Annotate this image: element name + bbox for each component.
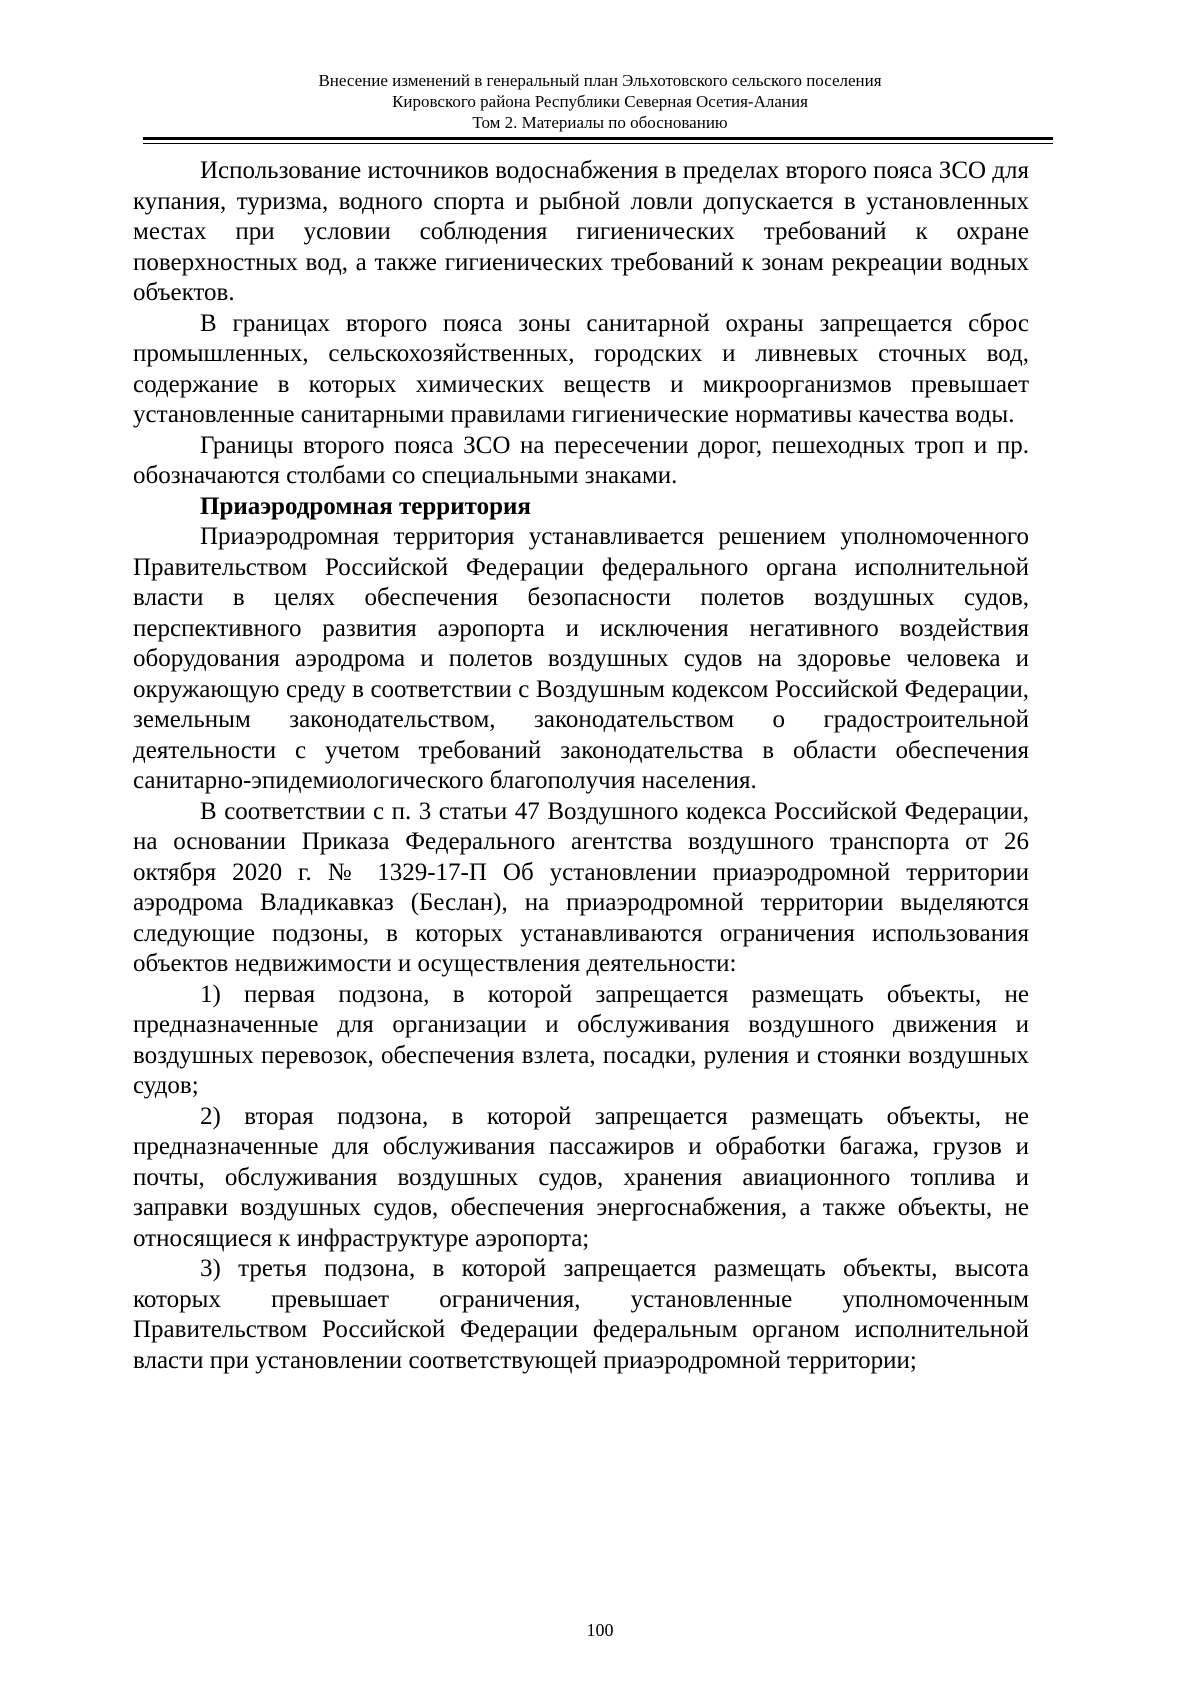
paragraph-zone-markers: Границы второго пояса ЗСО на пересечении дорог, пешеходных троп и пр. обозначаются столбами со специальными знаками. <box>133 431 1029 489</box>
paragraph-water-use: Использование источников водоснабжения в пределах второго пояса ЗСО для купания, туризма, водного спорта и рыбной ловли допускается в установленных местах при условии соблюдения гигиенических требований к охране поверхностных вод, а также гигиенических требований к зонам рекреации водных объектов. <box>133 157 1029 306</box>
paragraph-airfield-territory: Приаэродромная территория устанавливается решением уполномоченного Правительством Российской Федерации федерального органа исполнительной власти в целях обеспечения безопасности полетов воздушных судов, перспективного развития аэропорта и исключения негативного воздействия оборудования аэродрома и полетов воздушных судов на здоровье человека и окружающую среду в соответствии с Воздушным кодексом Российской Федерации, земельным законодательством, законодательством о градостроительной деятельности с учетом требований законодательства в области обеспечения санитарно-эпидемиологического благополучия населения. <box>133 523 1029 794</box>
list-item-subzone-2: 2) вторая подзона, в которой запрещается размещать объекты, не предназначенные для обслуживания пассажиров и обработки багажа, грузов и почты, обслуживания воздушных судов, хранения авиационного топлива и заправки воздушных судов, обеспечения энергоснабжения, а также объекты, не относящиеся к инфраструктуре аэропорта; <box>133 1102 1029 1252</box>
paragraph-subzones-intro: В соответствии с п. 3 статьи 47 Воздушного кодекса Российской Федерации, на основании Приказа Федерального агентства воздушного транспорта от 26 октября 2020 г. № 1329-17-П Об установлении приаэродромной территории аэродрома Владикавказ (Беслан), на приаэродромной территории выделяются следующие подзоны, в которых устанавливаются ограничения использования объектов недвижимости и осуществления деятельности: <box>133 797 1029 977</box>
header-line-1: Внесение изменений в генеральный план Эльхотовского сельского поселения <box>318 71 882 90</box>
paragraph-discharge-ban: В границах второго пояса зоны санитарной охраны запрещается сброс промышленных, сельскохозяйственных, городских и ливневых сточных вод, содержание в которых химических веществ и микроорганизмов превышает установленные санитарными правилами гигиенические нормативы качества воды. <box>133 309 1029 428</box>
list-item-subzone-1: 1) первая подзона, в которой запрещается размещать объекты, не предназначенные для организации и обслуживания воздушного движения и воздушных перевозок, обеспечения взлета, посадки, руления и стоянки воздушных судов; <box>133 980 1029 1099</box>
section-heading: Приаэродромная территория <box>200 492 531 520</box>
header-line-2: Кировского района Республики Северная Осетия-Алания <box>392 92 808 111</box>
page-number: 100 <box>586 1620 614 1640</box>
page-header <box>140 70 1060 133</box>
header-line-3: Том 2. Материалы по обоснованию <box>472 113 728 132</box>
header-rule-thin <box>143 143 1053 144</box>
document-body <box>133 156 1029 1376</box>
list-item-subzone-3: 3) третья подзона, в которой запрещается размещать объекты, высота которых превышает ограничения, установленные уполномоченным Правительством Российской Федерации федеральным органом исполнительной власти при установлении соответствующей приаэродромной территории; <box>133 1255 1029 1374</box>
header-rule <box>143 137 1053 140</box>
